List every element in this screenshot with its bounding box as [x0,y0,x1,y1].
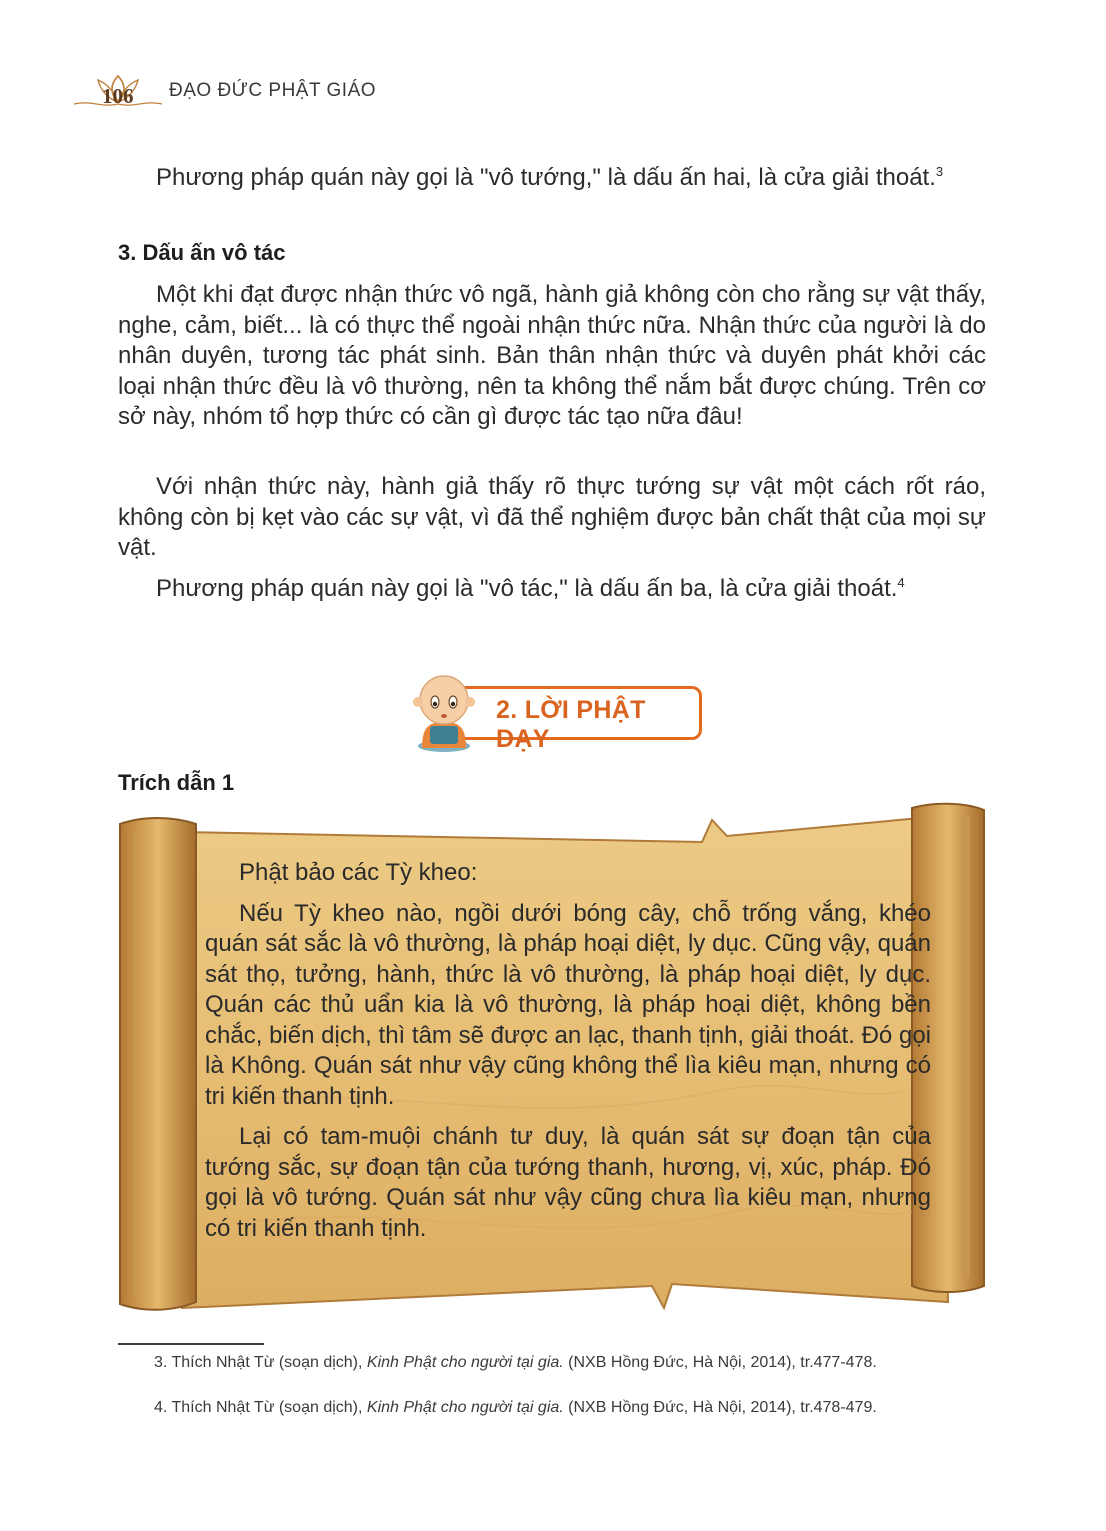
paragraph-block-3 [118,574,986,605]
quote-line-2: Nếu Tỳ kheo nào, ngồi dưới bóng cây, chỗ trống vắng, khéo quán sát sắc là vô thường, là pháp hoại diệt, ly dục. Cũng vậy, quán sát thọ, tưởng, hành, thức là vô thường, là pháp hoại diệt, ly dục. Quán các thủ uẩn kia là vô thường, là pháp hoại diệt, không bền chắc, biến dịch, thì tâm sẽ được an lạc, thanh tịnh, giải thoát. Đó gọi là Không. Quán sát như vậy cũng không thể lìa kiêu mạn, nhưng có tri kiến thanh tịnh. [205,899,931,1110]
footnote-book-title: Kinh Phật cho người tại gia. [366,1399,564,1416]
footnote-book-title: Kinh Phật cho người tại gia. [366,1354,564,1371]
monk-reading-icon [404,666,486,754]
quote-body [205,858,931,1244]
running-title: ĐẠO ĐỨC PHẬT GIÁO [169,80,377,101]
quote-heading: Trích dẫn 1 [118,770,235,795]
quote-line-3: Lại có tam-muội chánh tư duy, là quán sát sự đoạn tận của tướng sắc, sự đoạn tận của tướng thanh, hương, vị, xúc, pháp. Đó gọi là vô tướng. Quán sát như vậy cũng chưa lìa kiêu mạn, nhưng có tri kiến thanh tịnh. [205,1123,931,1242]
quote-line-1: Phật bảo các Tỳ kheo: [239,859,478,886]
footnote-author: 4. Thích Nhật Từ (soạn dịch), [154,1399,367,1416]
section-badge [404,664,704,754]
badge-label: 2. LỜI PHẬT DẠY [496,696,646,753]
section-heading [118,240,986,266]
paragraph-text: Phương pháp quán này gọi là "vô tướng," là dấu ấn hai, là cửa giải thoát. [156,164,936,191]
footnote-3 [118,1352,988,1374]
footnote-4 [118,1397,988,1419]
heading-dau-an-vo-tac: 3. Dấu ấn vô tác [118,240,286,265]
paragraph-vo-tuong [118,163,986,194]
paragraph-block-2 [118,472,986,564]
footnote-publication: (NXB Hồng Đức, Hà Nội, 2014), tr.478-479. [563,1399,877,1416]
page-number: 106 [102,84,134,108]
paragraph-vo-nga: Một khi đạt được nhận thức vô ngã, hành giả không còn cho rằng sự vật thấy, nghe, cảm, biết... là có thực thể ngoài nhận thức nữa. Nhận thức của người là do nhân duyên, tương tác phát sinh. Bản thân nhận thức và duyên phát khởi các loại nhận thức đều là vô thường, nên ta không thể nắm bắt được chúng. Trên cơ sở này, nhóm tổ hợp thức có cần gì được tác tạo nữa đâu! [118,281,986,430]
page-header [72,70,402,114]
footnote-publication: (NXB Hồng Đức, Hà Nội, 2014), tr.477-478. [563,1354,877,1371]
footnote-ref: 4 [897,575,905,590]
paragraph-block [118,280,986,433]
footnote-author: 3. Thích Nhật Từ (soạn dịch), [154,1354,367,1371]
footnote-ref: 3 [935,164,944,179]
paragraph-vo-tac: Phương pháp quán này gọi là "vô tác," là dấu ấn ba, là cửa giải thoát. [156,575,898,602]
paragraph-thuc-tuong: Với nhận thức này, hành giả thấy rõ thực tướng sự vật một cách rốt ráo, không còn bị kẹt vào các sự vật, vì đã thể nghiệm được bản chất thật của mọi sự vật. [118,473,986,561]
quote-heading-wrap [118,770,986,796]
footnote-divider [118,1343,264,1345]
